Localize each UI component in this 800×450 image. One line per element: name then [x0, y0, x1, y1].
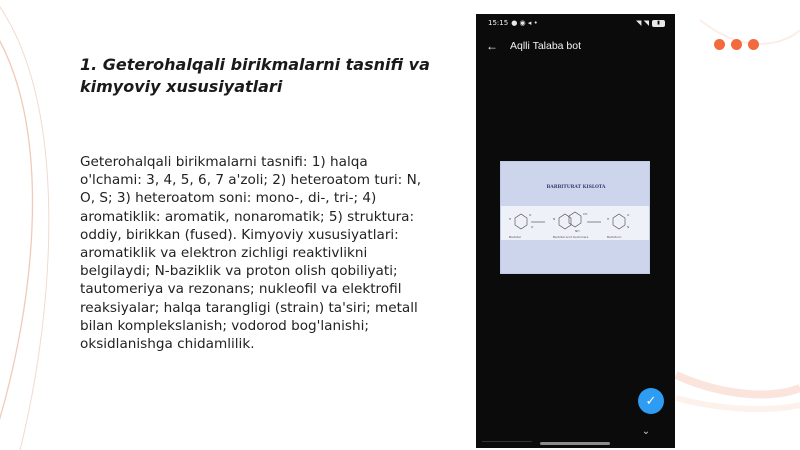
- svg-text:N: N: [627, 225, 630, 229]
- svg-text:CH: CH: [583, 212, 588, 216]
- svg-text:O: O: [529, 213, 532, 217]
- nav-indicator: [482, 441, 532, 442]
- status-bar: [476, 14, 675, 32]
- battery-icon: ▮: [652, 20, 665, 27]
- svg-text:O: O: [627, 213, 630, 217]
- confirm-button[interactable]: [638, 388, 664, 414]
- chemical-structures-image: [501, 162, 650, 274]
- notification-icon: ● ◉ ◂ •: [511, 19, 538, 27]
- slide-title: 1. Geterohalqali birikmalarni tasnifi va kimyoviy xususiyatlari: [80, 55, 430, 96]
- slide-body-text: Geterohalqali birikmalarni tasnifi: 1) halqa o'lchami: 3, 4, 5, 6, 7 a'zoli; 2) heteroatom turi: N, O, S; 3) heteroatom soni: mono-, di-, tri-; 4) aromatiklik: aromatik, nonaromatik; 5) struktura: oddiy, birikkan (fused). Kimyoviy xususiyatlari: aromatiklik va elektron zichligi reaktivlikni belgilaydi; N-baziklik va proton olish qobiliyati; tautomeriya va rezonans; nukleofil va elektrofil reaksiyalar; halqa tarangligi (strain) ta'siri; metall bilan komplekslanish; vodorod bog'lanishi; oksidlanishga chidamlilik.: [80, 154, 422, 353]
- svg-text:Barbituric: Barbituric: [607, 235, 622, 239]
- app-bar: [476, 34, 675, 58]
- svg-text:N: N: [553, 217, 556, 221]
- gesture-handle[interactable]: [540, 442, 610, 445]
- back-arrow-icon[interactable]: ←: [486, 39, 498, 53]
- svg-text:Barbital acid tautomers: Barbital acid tautomers: [553, 235, 589, 239]
- dot: [714, 39, 725, 50]
- status-time: 15:15: [488, 19, 509, 27]
- app-title: Aqlli Talaba bot: [510, 40, 582, 52]
- three-dots-icon: [714, 39, 759, 50]
- signal-icon: ◥ ◥: [636, 19, 649, 27]
- image-heading: BARBITURAT KISLOTA: [546, 185, 606, 190]
- svg-text:H: H: [509, 217, 512, 221]
- chevron-down-icon[interactable]: ⌄: [641, 426, 651, 437]
- svg-text:H: H: [607, 217, 610, 221]
- dot: [731, 39, 742, 50]
- svg-text:Barbital: Barbital: [509, 235, 521, 239]
- svg-text:NH: NH: [575, 229, 580, 233]
- svg-text:O: O: [531, 225, 534, 229]
- phone-screenshot: [476, 14, 675, 448]
- image-preview[interactable]: [500, 161, 650, 274]
- checkmark-icon: ✓: [645, 393, 657, 408]
- dot: [748, 39, 759, 50]
